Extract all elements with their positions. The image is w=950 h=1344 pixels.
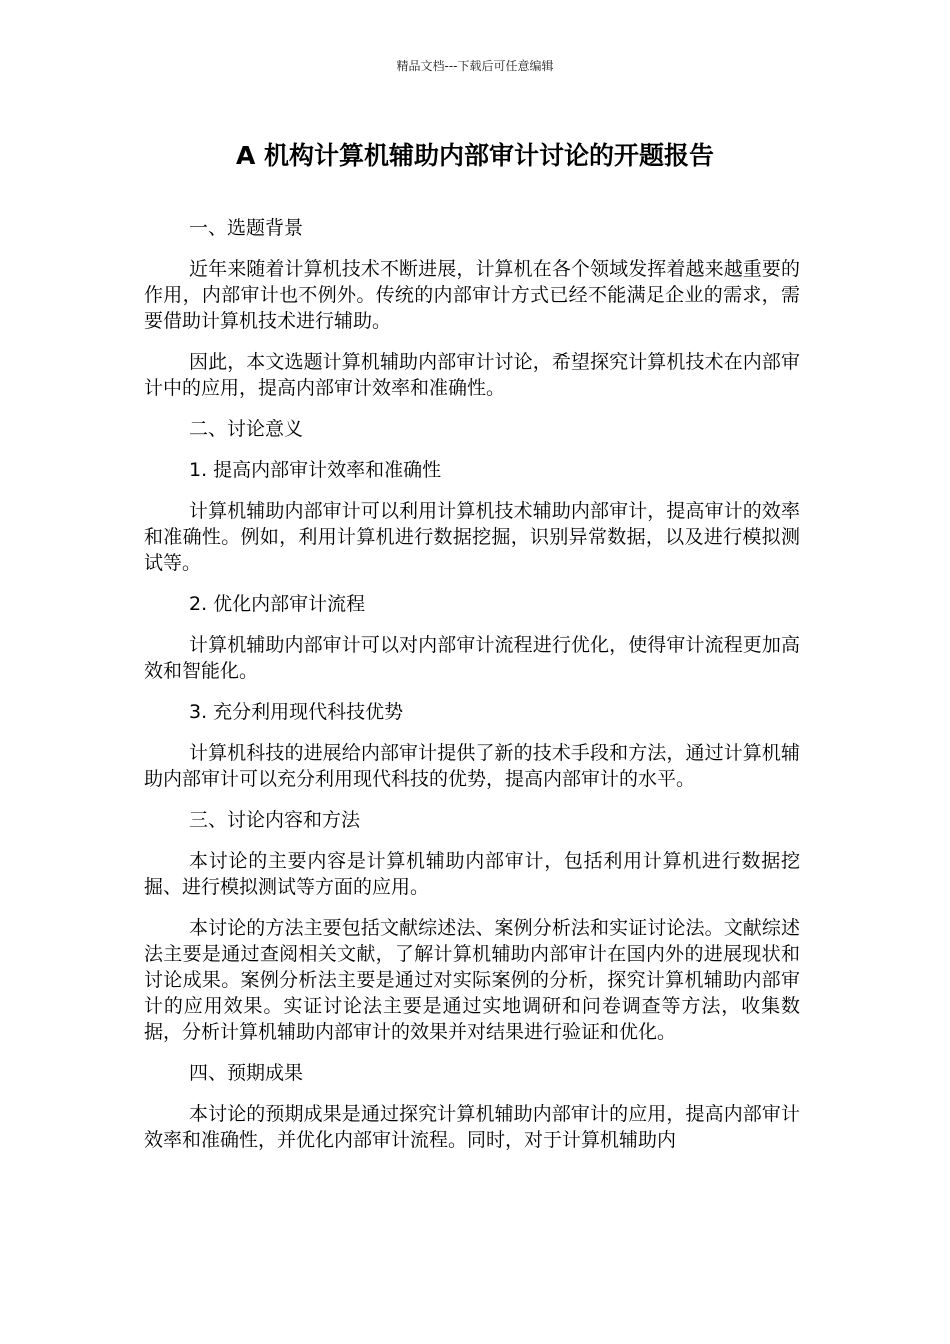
paragraph: 计算机辅助内部审计可以对内部审计流程进行优化，使得审计流程更加高效和智能化。 (144, 634, 800, 682)
section-heading-background: 一、选题背景 (189, 217, 304, 239)
subheading-efficiency: 1. 提高内部审计效率和准确性 (189, 459, 442, 481)
paragraph: 本讨论的方法主要包括文献综述法、案例分析法和实证讨论法。文献综述法主要是通过查阅相关文献，了解计算机辅助内部审计在国内外的进展现状和讨论成果。案例分析法主要是通过对实际案例的分析，探究计算机辅助内部审计的应用效果。实证讨论法主要是通过实地调研和问卷调查等方法，收集数据，分析计算机辅助内部审计的效果并对结果进行验证和优化。 (144, 917, 800, 1043)
page-header: 精品文档---下载后可任意编辑 (396, 59, 554, 73)
subheading-technology: 3. 充分利用现代科技优势 (189, 701, 404, 723)
document-title: A 机构计算机辅助内部审计讨论的开题报告 (235, 141, 715, 170)
document-body (144, 215, 800, 1168)
section-heading-significance: 二、讨论意义 (189, 418, 304, 440)
section-heading-content-methods: 三、讨论内容和方法 (189, 809, 361, 831)
subheading-process: 2. 优化内部审计流程 (189, 593, 366, 615)
paragraph: 计算机辅助内部审计可以利用计算机技术辅助内部审计，提高审计的效率和准确性。例如，利用计算机进行数据挖掘，识别异常数据，以及进行模拟测试等。 (144, 500, 800, 574)
paragraph: 本讨论的主要内容是计算机辅助内部审计，包括利用计算机进行数据挖掘、进行模拟测试等方面的应用。 (144, 850, 800, 898)
paragraph: 近年来随着计算机技术不断进展，计算机在各个领域发挥着越来越重要的作用，内部审计也不例外。传统的内部审计方式已经不能满足企业的需求，需要借助计算机技术进行辅助。 (144, 258, 800, 332)
paragraph: 因此，本文选题计算机辅助内部审计讨论，希望探究计算机技术在内部审计中的应用，提高内部审计效率和准确性。 (144, 351, 800, 399)
section-heading-expected-results: 四、预期成果 (189, 1062, 304, 1084)
paragraph: 本讨论的预期成果是通过探究计算机辅助内部审计的应用，提高内部审计效率和准确性，并优化内部审计流程。同时，对于计算机辅助内 (144, 1103, 800, 1151)
paragraph: 计算机科技的进展给内部审计提供了新的技术手段和方法，通过计算机辅助内部审计可以充分利用现代科技的优势，提高内部审计的水平。 (144, 742, 800, 790)
